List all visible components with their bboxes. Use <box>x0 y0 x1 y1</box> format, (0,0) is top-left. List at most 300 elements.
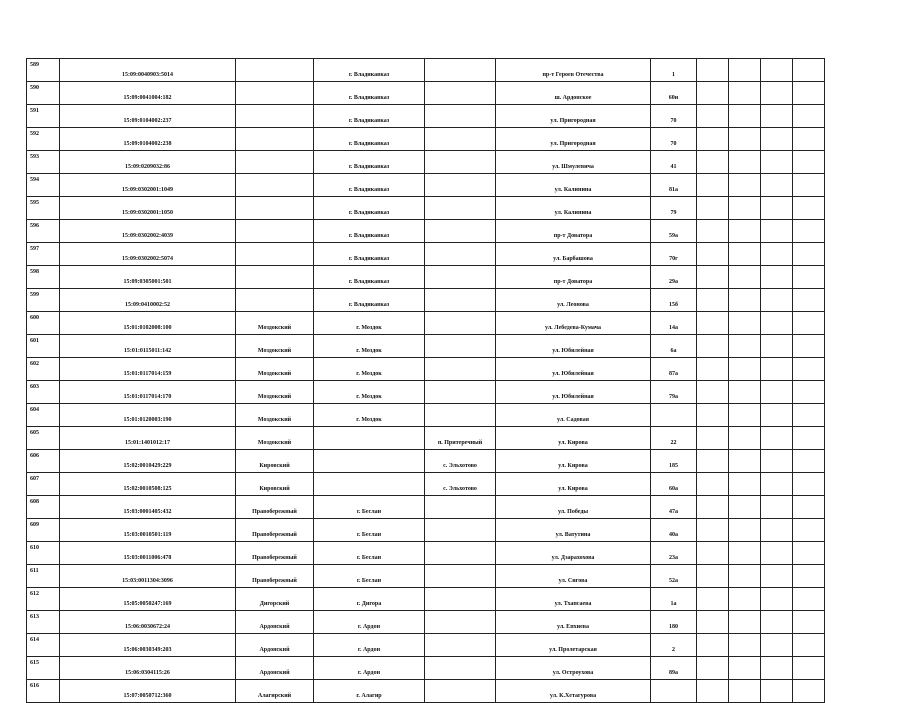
empty-cell <box>793 519 825 542</box>
empty-cell <box>697 59 729 82</box>
house-number-cell: 6а <box>651 335 697 358</box>
district-cell: Алагирский <box>236 680 314 703</box>
cadastral-number-cell: 15:03:0010501:119 <box>60 519 236 542</box>
street-cell: ул. Епхиева <box>496 611 651 634</box>
empty-cell <box>793 450 825 473</box>
empty-cell <box>761 105 793 128</box>
settlement-cell <box>425 105 496 128</box>
row-number-cell: 595 <box>27 197 60 220</box>
row-number-cell: 593 <box>27 151 60 174</box>
table-row <box>27 128 825 151</box>
cadastral-number-cell: 15:06:0030349:203 <box>60 634 236 657</box>
empty-cell <box>761 82 793 105</box>
empty-cell <box>697 657 729 680</box>
house-number-cell: 70г <box>651 243 697 266</box>
settlement-cell <box>425 404 496 427</box>
street-cell: ул. Кирова <box>496 450 651 473</box>
empty-cell <box>697 519 729 542</box>
city-cell: г. Владикавказ <box>314 266 425 289</box>
settlement-cell <box>425 588 496 611</box>
table-row <box>27 473 825 496</box>
house-number-cell: 79 <box>651 197 697 220</box>
empty-cell <box>697 266 729 289</box>
district-cell: Ардонский <box>236 611 314 634</box>
cadastral-number-cell: 15:01:1401012:17 <box>60 427 236 450</box>
street-cell: ул. Лебедева-Кумача <box>496 312 651 335</box>
settlement-cell: с. Эльхотово <box>425 450 496 473</box>
settlement-cell <box>425 634 496 657</box>
city-cell: г. Ардон <box>314 657 425 680</box>
cadastral-number-cell: 15:09:0209032:86 <box>60 151 236 174</box>
empty-cell <box>729 542 761 565</box>
settlement-cell <box>425 680 496 703</box>
street-cell: ул. Пригородная <box>496 128 651 151</box>
city-cell: г. Беслан <box>314 565 425 588</box>
empty-cell <box>793 496 825 519</box>
street-cell: ул. Юбилейная <box>496 381 651 404</box>
table-row <box>27 82 825 105</box>
city-cell: г. Беслан <box>314 496 425 519</box>
table-row <box>27 266 825 289</box>
district-cell <box>236 243 314 266</box>
settlement-cell <box>425 611 496 634</box>
empty-cell <box>697 496 729 519</box>
table-row <box>27 634 825 657</box>
empty-cell <box>793 174 825 197</box>
empty-cell <box>793 542 825 565</box>
empty-cell <box>761 243 793 266</box>
table-row <box>27 427 825 450</box>
city-cell: г. Владикавказ <box>314 105 425 128</box>
house-number-cell <box>651 404 697 427</box>
empty-cell <box>697 82 729 105</box>
row-number-cell: 603 <box>27 381 60 404</box>
empty-cell <box>761 220 793 243</box>
empty-cell <box>697 404 729 427</box>
cadastral-number-cell: 15:01:0117014:170 <box>60 381 236 404</box>
district-cell <box>236 82 314 105</box>
empty-cell <box>697 565 729 588</box>
empty-cell <box>793 82 825 105</box>
house-number-cell: 60и <box>651 82 697 105</box>
empty-cell <box>761 634 793 657</box>
street-cell: ул. Пролетарская <box>496 634 651 657</box>
city-cell <box>314 450 425 473</box>
district-cell: Ардонский <box>236 657 314 680</box>
table-row <box>27 358 825 381</box>
cadastral-number-cell: 15:09:0302001:1049 <box>60 174 236 197</box>
cadastral-number-cell: 15:01:0120003:190 <box>60 404 236 427</box>
row-number-cell: 609 <box>27 519 60 542</box>
table-row <box>27 243 825 266</box>
city-cell: г. Владикавказ <box>314 59 425 82</box>
house-number-cell: 14а <box>651 312 697 335</box>
empty-cell <box>761 312 793 335</box>
house-number-cell: 40а <box>651 519 697 542</box>
empty-cell <box>697 128 729 151</box>
empty-cell <box>761 128 793 151</box>
district-cell: Моздокский <box>236 312 314 335</box>
settlement-cell <box>425 174 496 197</box>
city-cell: г. Беслан <box>314 519 425 542</box>
street-cell: ул. Калинина <box>496 174 651 197</box>
empty-cell <box>697 473 729 496</box>
empty-cell <box>761 496 793 519</box>
district-cell <box>236 151 314 174</box>
empty-cell <box>761 289 793 312</box>
table-row <box>27 105 825 128</box>
street-cell: ул. Юбилейная <box>496 335 651 358</box>
cadastral-number-cell: 15:09:0410002:52 <box>60 289 236 312</box>
city-cell: г. Алагир <box>314 680 425 703</box>
empty-cell <box>761 565 793 588</box>
row-number-cell: 610 <box>27 542 60 565</box>
empty-cell <box>729 151 761 174</box>
table-row <box>27 381 825 404</box>
house-number-cell: 29а <box>651 266 697 289</box>
cadastral-number-cell: 15:01:0115011:142 <box>60 335 236 358</box>
empty-cell <box>761 542 793 565</box>
house-number-cell: 89а <box>651 657 697 680</box>
table-row <box>27 588 825 611</box>
street-cell: пр-т Доватора <box>496 266 651 289</box>
table-row <box>27 289 825 312</box>
city-cell: г. Владикавказ <box>314 82 425 105</box>
city-cell: г. Владикавказ <box>314 243 425 266</box>
empty-cell <box>761 151 793 174</box>
table-row <box>27 450 825 473</box>
district-cell: Правобережный <box>236 542 314 565</box>
district-cell: Моздокский <box>236 358 314 381</box>
cadastral-number-cell: 15:06:0304115:26 <box>60 657 236 680</box>
house-number-cell: 79а <box>651 381 697 404</box>
empty-cell <box>697 289 729 312</box>
district-cell: Моздокский <box>236 381 314 404</box>
empty-cell <box>793 197 825 220</box>
row-number-cell: 598 <box>27 266 60 289</box>
district-cell: Моздокский <box>236 404 314 427</box>
street-cell: ул. Калинина <box>496 197 651 220</box>
district-cell <box>236 289 314 312</box>
cadastral-number-cell: 15:03:0001405:432 <box>60 496 236 519</box>
empty-cell <box>729 588 761 611</box>
empty-cell <box>729 450 761 473</box>
city-cell: г. Ардон <box>314 634 425 657</box>
row-number-cell: 597 <box>27 243 60 266</box>
registry-table <box>26 58 825 703</box>
city-cell <box>314 427 425 450</box>
empty-cell <box>761 588 793 611</box>
empty-cell <box>729 105 761 128</box>
row-number-cell: 608 <box>27 496 60 519</box>
city-cell: г. Владикавказ <box>314 151 425 174</box>
settlement-cell: п. Притеречный <box>425 427 496 450</box>
street-cell: ул. Сигова <box>496 565 651 588</box>
cadastral-number-cell: 15:03:0011006:478 <box>60 542 236 565</box>
empty-cell <box>729 404 761 427</box>
empty-cell <box>793 59 825 82</box>
empty-cell <box>729 128 761 151</box>
empty-cell <box>729 59 761 82</box>
row-number-cell: 612 <box>27 588 60 611</box>
table-row <box>27 519 825 542</box>
row-number-cell: 614 <box>27 634 60 657</box>
table-row <box>27 151 825 174</box>
table-row <box>27 542 825 565</box>
empty-cell <box>729 427 761 450</box>
empty-cell <box>761 450 793 473</box>
city-cell: г. Моздок <box>314 358 425 381</box>
settlement-cell <box>425 542 496 565</box>
empty-cell <box>793 266 825 289</box>
cadastral-number-cell: 15:09:0305001:501 <box>60 266 236 289</box>
row-number-cell: 616 <box>27 680 60 703</box>
cadastral-number-cell: 15:01:0117014:159 <box>60 358 236 381</box>
city-cell: г. Моздок <box>314 335 425 358</box>
empty-cell <box>697 381 729 404</box>
city-cell: г. Владикавказ <box>314 220 425 243</box>
empty-cell <box>761 266 793 289</box>
street-cell: ул. Кирова <box>496 473 651 496</box>
empty-cell <box>793 128 825 151</box>
house-number-cell: 87а <box>651 358 697 381</box>
settlement-cell <box>425 82 496 105</box>
empty-cell <box>761 335 793 358</box>
street-cell: ш. Ардонское <box>496 82 651 105</box>
settlement-cell <box>425 519 496 542</box>
empty-cell <box>729 381 761 404</box>
house-number-cell: 1 <box>651 59 697 82</box>
empty-cell <box>729 174 761 197</box>
house-number-cell: 70 <box>651 128 697 151</box>
city-cell: г. Владикавказ <box>314 128 425 151</box>
district-cell: Моздокский <box>236 335 314 358</box>
district-cell: Моздокский <box>236 427 314 450</box>
row-number-cell: 591 <box>27 105 60 128</box>
house-number-cell: 70 <box>651 105 697 128</box>
city-cell: г. Моздок <box>314 312 425 335</box>
empty-cell <box>793 151 825 174</box>
row-number-cell: 594 <box>27 174 60 197</box>
house-number-cell: 22 <box>651 427 697 450</box>
district-cell <box>236 59 314 82</box>
district-cell: Кировский <box>236 473 314 496</box>
table-row <box>27 404 825 427</box>
district-cell: Дигорский <box>236 588 314 611</box>
table-row <box>27 335 825 358</box>
empty-cell <box>729 335 761 358</box>
table-row <box>27 312 825 335</box>
city-cell: г. Моздок <box>314 404 425 427</box>
empty-cell <box>793 473 825 496</box>
street-cell: ул. Садовая <box>496 404 651 427</box>
empty-cell <box>729 634 761 657</box>
cadastral-number-cell: 15:05:0050247:169 <box>60 588 236 611</box>
table-body <box>27 59 825 703</box>
empty-cell <box>761 657 793 680</box>
empty-cell <box>793 105 825 128</box>
cadastral-number-cell: 15:09:0104002:237 <box>60 105 236 128</box>
table-row <box>27 197 825 220</box>
empty-cell <box>761 381 793 404</box>
city-cell: г. Моздок <box>314 381 425 404</box>
row-number-cell: 589 <box>27 59 60 82</box>
house-number-cell: 52а <box>651 565 697 588</box>
empty-cell <box>697 450 729 473</box>
settlement-cell <box>425 381 496 404</box>
empty-cell <box>729 496 761 519</box>
row-number-cell: 604 <box>27 404 60 427</box>
empty-cell <box>793 243 825 266</box>
settlement-cell <box>425 335 496 358</box>
empty-cell <box>697 105 729 128</box>
settlement-cell <box>425 197 496 220</box>
empty-cell <box>761 358 793 381</box>
settlement-cell <box>425 220 496 243</box>
empty-cell <box>697 358 729 381</box>
cadastral-number-cell: 15:01:0102008:100 <box>60 312 236 335</box>
street-cell: ул. Барбашова <box>496 243 651 266</box>
empty-cell <box>761 427 793 450</box>
row-number-cell: 606 <box>27 450 60 473</box>
settlement-cell <box>425 128 496 151</box>
cadastral-number-cell: 15:09:0302002:4039 <box>60 220 236 243</box>
empty-cell <box>729 82 761 105</box>
city-cell <box>314 473 425 496</box>
cadastral-number-cell: 15:02:0010429:229 <box>60 450 236 473</box>
table-row <box>27 496 825 519</box>
empty-cell <box>729 565 761 588</box>
cadastral-number-cell: 15:07:0050712:360 <box>60 680 236 703</box>
street-cell: ул. Кирова <box>496 427 651 450</box>
district-cell: Ардонский <box>236 634 314 657</box>
settlement-cell <box>425 358 496 381</box>
row-number-cell: 601 <box>27 335 60 358</box>
empty-cell <box>793 588 825 611</box>
street-cell: ул. Победы <box>496 496 651 519</box>
house-number-cell: 59а <box>651 220 697 243</box>
table-row <box>27 611 825 634</box>
empty-cell <box>761 404 793 427</box>
empty-cell <box>729 312 761 335</box>
district-cell <box>236 128 314 151</box>
district-cell <box>236 105 314 128</box>
cadastral-number-cell: 15:03:0011304:3096 <box>60 565 236 588</box>
empty-cell <box>697 220 729 243</box>
district-cell <box>236 220 314 243</box>
house-number-cell: 15б <box>651 289 697 312</box>
street-cell: ул. Пригородная <box>496 105 651 128</box>
city-cell: г. Ардон <box>314 611 425 634</box>
cadastral-number-cell: 15:09:0302002:5074 <box>60 243 236 266</box>
street-cell: пр-т Героев Отечества <box>496 59 651 82</box>
empty-cell <box>697 174 729 197</box>
settlement-cell <box>425 289 496 312</box>
city-cell: г. Владикавказ <box>314 197 425 220</box>
house-number-cell: 185 <box>651 450 697 473</box>
empty-cell <box>729 220 761 243</box>
settlement-cell <box>425 312 496 335</box>
row-number-cell: 611 <box>27 565 60 588</box>
cadastral-number-cell: 15:09:0041004:182 <box>60 82 236 105</box>
table-row <box>27 59 825 82</box>
district-cell: Кировский <box>236 450 314 473</box>
empty-cell <box>697 197 729 220</box>
empty-cell <box>793 335 825 358</box>
empty-cell <box>729 358 761 381</box>
settlement-cell <box>425 496 496 519</box>
street-cell: ул. Леонова <box>496 289 651 312</box>
table-row <box>27 657 825 680</box>
empty-cell <box>793 220 825 243</box>
row-number-cell: 592 <box>27 128 60 151</box>
house-number-cell: 2 <box>651 634 697 657</box>
cadastral-number-cell: 15:09:0104002:238 <box>60 128 236 151</box>
city-cell: г. Дигора <box>314 588 425 611</box>
empty-cell <box>793 312 825 335</box>
cadastral-number-cell: 15:02:0010508:125 <box>60 473 236 496</box>
row-number-cell: 602 <box>27 358 60 381</box>
district-cell: Правобережный <box>236 519 314 542</box>
empty-cell <box>697 312 729 335</box>
empty-cell <box>729 611 761 634</box>
row-number-cell: 600 <box>27 312 60 335</box>
empty-cell <box>793 565 825 588</box>
empty-cell <box>761 473 793 496</box>
house-number-cell: 23а <box>651 542 697 565</box>
empty-cell <box>729 197 761 220</box>
house-number-cell: 180 <box>651 611 697 634</box>
district-cell: Правобережный <box>236 496 314 519</box>
settlement-cell <box>425 243 496 266</box>
empty-cell <box>729 473 761 496</box>
house-number-cell: 81а <box>651 174 697 197</box>
empty-cell <box>729 289 761 312</box>
street-cell: ул. Юбилейная <box>496 358 651 381</box>
row-number-cell: 607 <box>27 473 60 496</box>
empty-cell <box>761 680 793 703</box>
row-number-cell: 596 <box>27 220 60 243</box>
empty-cell <box>793 680 825 703</box>
table-row <box>27 174 825 197</box>
settlement-cell <box>425 565 496 588</box>
empty-cell <box>761 59 793 82</box>
empty-cell <box>697 634 729 657</box>
house-number-cell <box>651 680 697 703</box>
house-number-cell: 60а <box>651 473 697 496</box>
street-cell: ул. Ватутина <box>496 519 651 542</box>
city-cell: г. Беслан <box>314 542 425 565</box>
city-cell: г. Владикавказ <box>314 174 425 197</box>
empty-cell <box>729 519 761 542</box>
cadastral-number-cell: 15:09:0302001:1050 <box>60 197 236 220</box>
city-cell: г. Владикавказ <box>314 289 425 312</box>
cadastral-number-cell: 15:09:0040903:5014 <box>60 59 236 82</box>
empty-cell <box>793 381 825 404</box>
district-cell <box>236 197 314 220</box>
district-cell: Правобережный <box>236 565 314 588</box>
empty-cell <box>729 680 761 703</box>
empty-cell <box>793 358 825 381</box>
settlement-cell: с. Эльхотово <box>425 473 496 496</box>
table-row <box>27 220 825 243</box>
settlement-cell <box>425 266 496 289</box>
settlement-cell <box>425 151 496 174</box>
street-cell: ул. Шмулевича <box>496 151 651 174</box>
empty-cell <box>697 611 729 634</box>
street-cell: ул. Дзарахохова <box>496 542 651 565</box>
empty-cell <box>697 427 729 450</box>
